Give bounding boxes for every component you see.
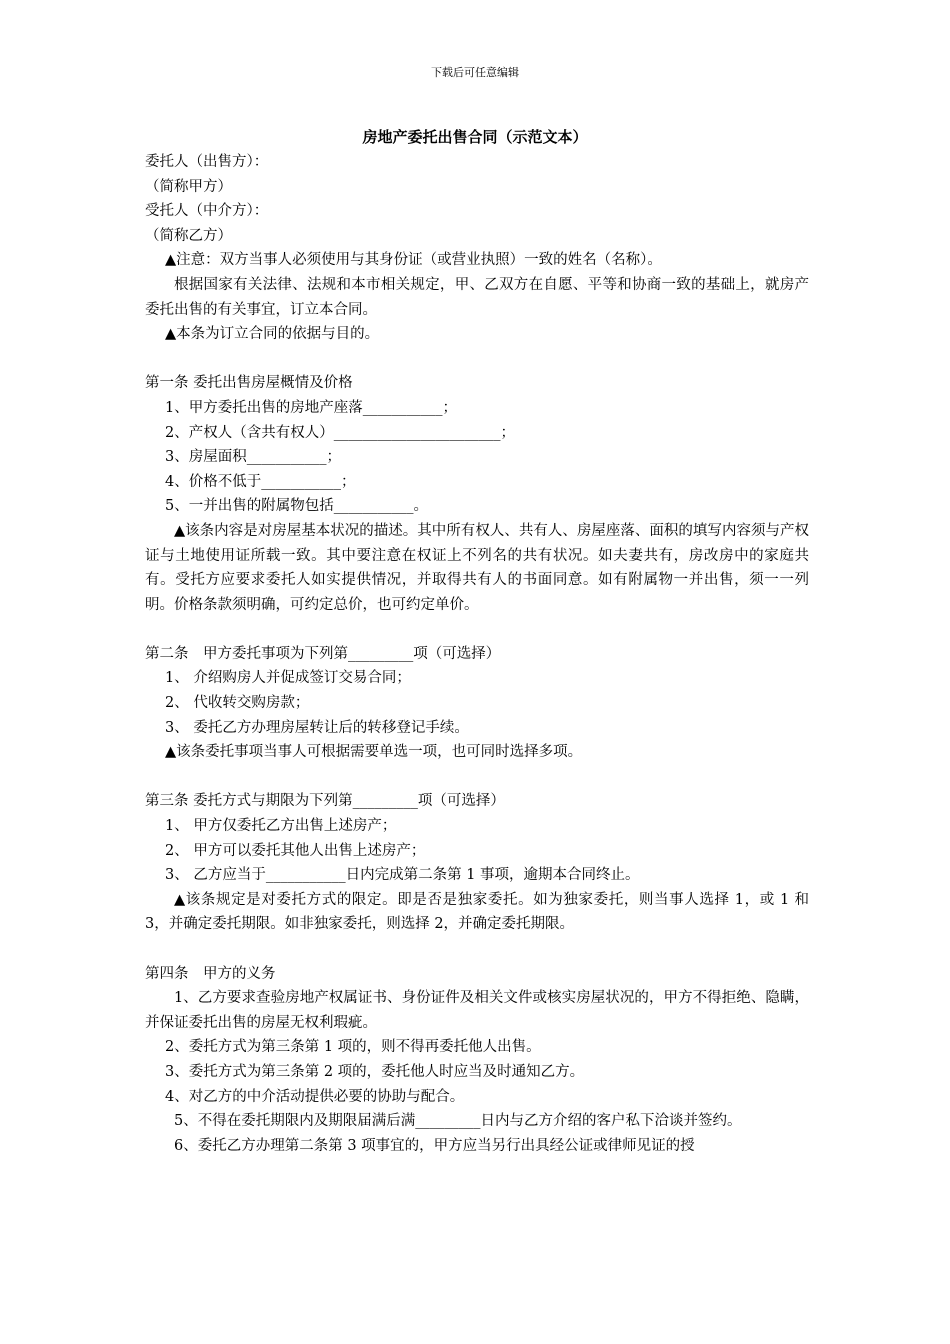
list-item: 2、 代收转交购房款； <box>165 695 310 712</box>
note-paragraph: ▲本条为订立合同的依据与目的。 <box>165 326 380 343</box>
list-item: 3、 乙方应当于___________日内完成第二条第 1 事项，逾期本合同终止。 <box>165 867 640 884</box>
list-item: 1、乙方要求查验房地产权属证书、身份证件及相关文件或核实房屋状况的，甲方不得拒绝、隐瞒，并保证委托出售的房屋无权利瑕疵。 <box>145 990 809 1031</box>
list-item: 5、不得在委托期限内及期限届满后满_________日内与乙方介绍的客户私下洽谈并签约。 <box>174 1113 742 1130</box>
party-line: 受托人（中介方）： <box>145 203 269 220</box>
party-line: （简称乙方） <box>145 227 232 244</box>
article-heading: 第三条 委托方式与期限为下列第_________项（可选择） <box>145 793 505 810</box>
list-item: 6、委托乙方办理第二条第 3 项事宜的，甲方应当另行出具经公证或律师见证的授 <box>174 1137 695 1154</box>
spacer <box>145 765 809 790</box>
list-item: 2、委托方式为第三条第 1 项的，则不得再委托他人出售。 <box>165 1039 541 1056</box>
list-item: 1、 甲方仅委托乙方出售上述房产； <box>165 818 397 835</box>
party-line: （简称甲方） <box>145 178 232 195</box>
list-item: 3、 委托乙方办理房屋转让后的转移登记手续。 <box>165 719 469 736</box>
article-heading: 第一条 委托出售房屋概情及价格 <box>145 375 353 392</box>
note-paragraph: ▲该条委托事项当事人可根据需要单选一项，也可同时选择多项。 <box>165 744 583 761</box>
document-body <box>145 150 814 1158</box>
list-item: 3、房屋面积___________； <box>165 449 341 466</box>
list-item: 2、产权人（含共有权人）_______________________； <box>165 424 515 441</box>
note-paragraph: ▲该条规定是对委托方式的限定。即是否是独家委托。如为独家委托，则当事人选择 1，或 1 和 3，并确定委托期限。如非独家委托，则选择 2，并确定委托期限。 <box>145 891 814 933</box>
spacer <box>145 617 809 642</box>
note-paragraph: ▲注意：双方当事人必须使用与其身份证（或营业执照）一致的姓名（名称）。 <box>165 252 662 269</box>
list-item: 4、价格不低于___________； <box>165 473 356 490</box>
article-heading: 第二条 甲方委托事项为下列第_________项（可选择） <box>145 645 501 662</box>
list-item: 4、对乙方的中介活动提供必要的协助与配合。 <box>165 1088 465 1105</box>
list-item: 5、一并出售的附属物包括___________。 <box>165 498 428 515</box>
spacer <box>145 937 809 962</box>
spacer <box>145 347 809 372</box>
article-heading: 第四条 甲方的义务 <box>145 965 276 982</box>
document-title: 房地产委托出售合同（示范文本） <box>362 128 588 146</box>
note-paragraph: ▲该条内容是对房屋基本状况的描述。其中所有权人、共有人、房屋座落、面积的填写内容须与产权证与土地使用证所载一致。其中要注意在权证上不列名的共有状况。如夫妻共有，房改房中的家庭共有。受托方应要求委托人如实提供情况，并取得共有人的书面同意。如有附属物一并出售，须一一列明。价格条款须明确，可约定总价，也可约定单价。 <box>145 522 809 613</box>
list-item: 1、 介绍购房人并促成签订交易合同； <box>165 670 411 687</box>
list-item: 1、甲方委托出售的房地产座落___________； <box>165 399 457 416</box>
list-item: 3、委托方式为第三条第 2 项的，委托他人时应当及时通知乙方。 <box>165 1063 585 1080</box>
preamble-paragraph: 根据国家有关法律、法规和本市相关规定，甲、乙双方在自愿、平等和协商一致的基础上，就房产委托出售的有关事宜，订立本合同。 <box>145 276 809 318</box>
page-header: 下载后可任意编辑 <box>431 66 519 79</box>
party-line: 委托人（出售方）： <box>145 154 269 170</box>
list-item: 2、 甲方可以委托其他人出售上述房产； <box>165 842 426 859</box>
